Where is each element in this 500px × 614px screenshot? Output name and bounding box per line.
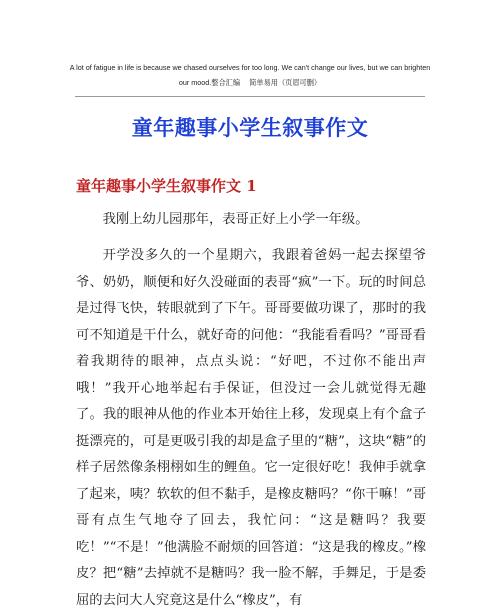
paragraph-2: 开学没多久的一个星期六，我跟着爸妈一起去探望爷爷、奶奶，顺便和好久没碰面的表哥“疯”一下。玩的时间总是过得飞快，转眼就到了下午。哥哥要做功课了，那时的我可不知道是干什么，就好奇的问他：“我能看看吗？”哥哥看着我期待的眼神，点点头说：“好吧，不过你不能出声哦！”我开心地举起右手保证，但没过一会儿就觉得无趣了。我的眼神从他的作业本开始往上移，发现桌上有个盒子挺漂亮的，可是更吸引我的却是盒子里的“糖”，这块“糖”的样子居然像条栩栩如生的鲤鱼。它一定很好吃！我伸手就拿了起来，咦？软软的但不黏手，是橡皮糖吗？“你干嘛！”哥哥有点生气地夺了回去，我忙问：“这是糖吗？我要吃！”“不是！”他满脸不耐烦的回答道：“这是我的橡皮。”橡皮？把“糖”去掉就不是糖吗？我一脸不解，手舞足，于是委屈的去问大人究竟这是什么“橡皮”，有 — [76, 248, 426, 608]
paragraph-1: 我刚上幼儿园那年，表哥正好上小学一年级。 — [102, 212, 369, 227]
header-line-2: our mood.整合汇编 简单易用（页眉可删） — [178, 78, 322, 87]
header-line-1: A lot of fatigue in life is because we chased ourselves for too long. We can't change our lives, but we can brighten — [69, 63, 431, 72]
section-heading: 童年趣事小学生叙事作文 1 — [76, 177, 257, 195]
header-divider — [75, 96, 425, 97]
document-title: 童年趣事小学生叙事作文 — [131, 115, 369, 140]
page-header — [60, 60, 440, 90]
